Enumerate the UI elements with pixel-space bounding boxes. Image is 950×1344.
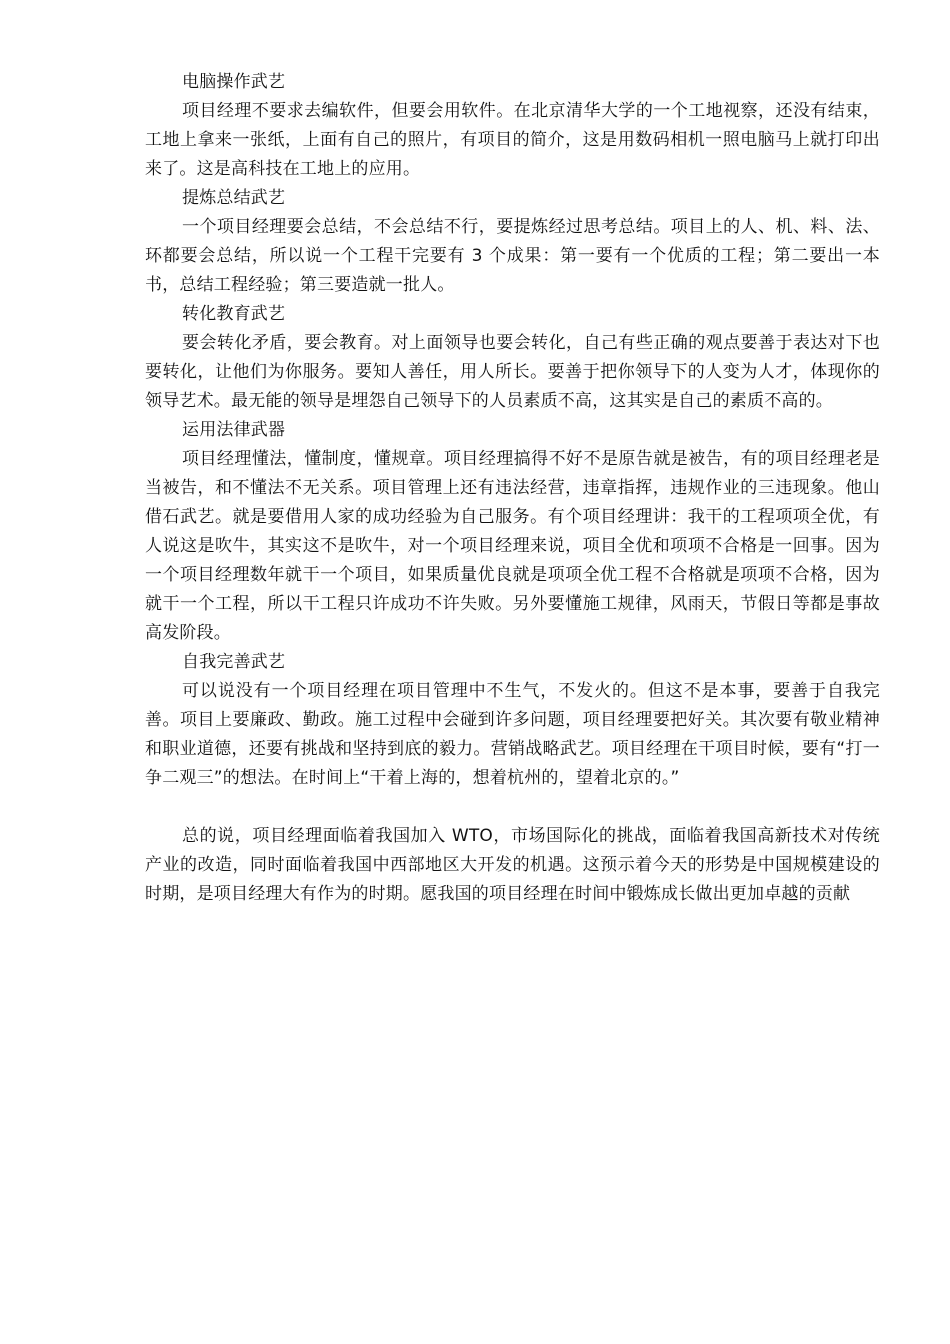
- section-body-legal-weapons: 项目经理懂法，懂制度，懂规章。项目经理搞得不好不是原告就是被告，有的项目经理老是当被告，和不懂法不无关系。项目管理上还有违法经营，违章指挥，违规作业的三违现象。他山借石武艺。就是要借用人家的成功经验为自己服务。有个项目经理讲：我干的工程项项全优，有人说这是吹牛，其实这不是吹牛，对一个项目经理来说，项目全优和项项不合格是一回事。因为一个项目经理数年就干一个项目，如果质量优良就是项项全优工程不合格就是项项不合格，因为就干一个工程，所以干工程只许成功不许失败。另外要懂施工规律，风雨天，节假日等都是事故高发阶段。: [145, 449, 880, 643]
- section-body-education-skills: 要会转化矛盾，要会教育。对上面领导也要会转化，自己有些正确的观点要善于表达对下也要转化，让他们为你服务。要知人善任，用人所长。要善于把你领导下的人变为人才，体现你的领导艺术。最无能的领导是埋怨自己领导下的人员素质不高，这其实是自己的素质不高的。: [145, 333, 880, 411]
- section-heading-summarizing-skills: 提炼总结武艺: [182, 188, 286, 208]
- section-heading-computer-skills: 电脑操作武艺: [182, 72, 286, 92]
- document-body: [145, 68, 880, 909]
- paragraph-spacer: [145, 793, 880, 822]
- section-body-computer-skills: 项目经理不要求去编软件，但要会用软件。在北京清华大学的一个工地视察，还没有结束，工地上拿来一张纸，上面有自己的照片，有项目的简介，这是用数码相机一照电脑马上就打印出来了。这是高科技在工地上的应用。: [145, 101, 880, 179]
- section-heading-legal-weapons: 运用法律武器: [182, 420, 286, 440]
- conclusion-paragraph: 总的说，项目经理面临着我国加入 WTO，市场国际化的挑战，面临着我国高新技术对传统产业的改造，同时面临着我国中西部地区大开发的机遇。这预示着今天的形势是中国规模建设的时期，是项目经理大有作为的时期。愿我国的项目经理在时间中锻炼成长做出更加卓越的贡献: [145, 826, 880, 904]
- section-heading-self-improvement: 自我完善武艺: [182, 652, 286, 672]
- section-body-summarizing-skills: 一个项目经理要会总结，不会总结不行，要提炼经过思考总结。项目上的人、机、料、法、环都要会总结，所以说一个工程干完要有 3 个成果：第一要有一个优质的工程；第二要出一本书，总结工程经验；第三要造就一批人。: [145, 217, 880, 295]
- section-heading-education-skills: 转化教育武艺: [182, 304, 286, 324]
- section-body-self-improvement: 可以说没有一个项目经理在项目管理中不生气，不发火的。但这不是本事，要善于自我完善。项目上要廉政、勤政。施工过程中会碰到许多问题，项目经理要把好关。其次要有敬业精神和职业道德，还要有挑战和坚持到底的毅力。营销战略武艺。项目经理在干项目时候，要有“打一争二观三”的想法。在时间上“干着上海的，想着杭州的，望着北京的。”: [145, 681, 880, 788]
